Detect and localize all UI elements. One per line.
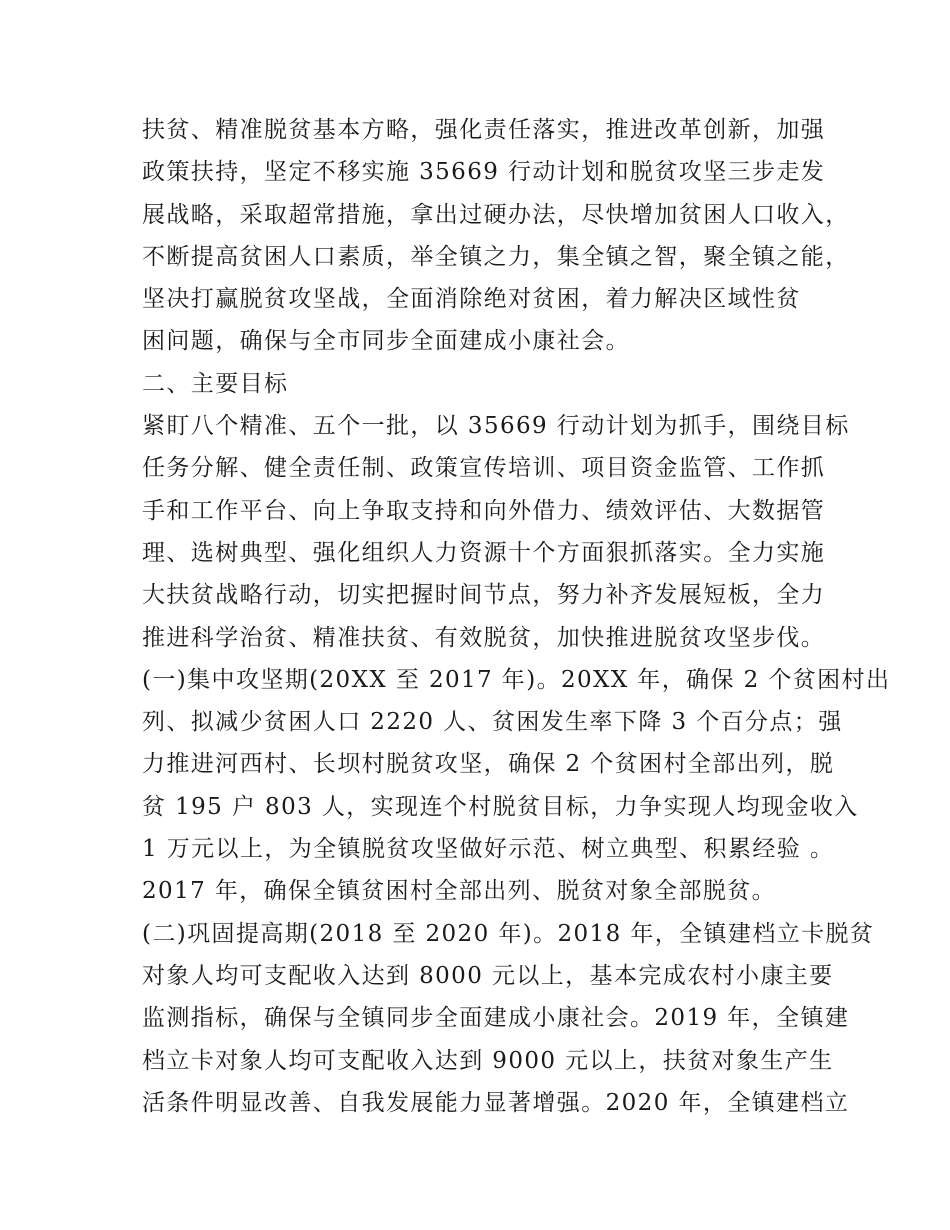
- text-line: 不断提高贫困人口素质，举全镇之力，集全镇之智，聚全镇之能，: [142, 243, 850, 270]
- text-line: 档立卡对象人均可支配收入达到 9000 元以上，扶贫对象生产生: [142, 1047, 834, 1074]
- text-line: 理、选树典型、强化组织人力资源十个方面狠抓落实。全力实施: [142, 539, 826, 566]
- text-line: 2017 年，确保全镇贫困村全部出列、脱贫对象全部脱贫。: [142, 878, 777, 905]
- text-line: 大扶贫战略行动，切实把握时间节点，努力补齐发展短板，全力: [142, 582, 826, 609]
- text-line: 对象人均可支配收入达到 8000 元以上，基本完成农村小康主要: [142, 962, 834, 989]
- text-line: 活条件明显改善、自我发展能力显著增强。2020 年，全镇建档立: [142, 1089, 850, 1116]
- text-line: 政策扶持，坚定不移实施 35669 行动计划和脱贫攻坚三步走发: [142, 159, 826, 186]
- text-line: 1 万元以上，为全镇脱贫攻坚做好示范、树立典型、积累经验 。: [142, 836, 835, 863]
- document-body: [142, 109, 891, 1124]
- text-line: (二)巩固提高期(2018 至 2020 年)。2018 年，全镇建档立卡脱贫: [142, 920, 875, 947]
- text-line: 紧盯八个精准、五个一批，以 35669 行动计划为抓手，围绕目标: [142, 413, 850, 440]
- text-line: 扶贫、精准脱贫基本方略，强化责任落实，推进改革创新，加强: [142, 117, 826, 143]
- text-line: 推进科学治贫、精准扶贫、有效脱贫，加快推进脱贫攻坚步伐。: [142, 624, 826, 651]
- text-line: 手和工作平台、向上争取支持和向外借力、绩效评估、大数据管: [142, 497, 826, 524]
- text-line: 任务分解、健全责任制、政策宣传培训、项目资金监管、工作抓: [142, 455, 826, 482]
- section-heading: 二、主要目标: [142, 370, 289, 397]
- text-line: 展战略，采取超常措施，拿出过硬办法，尽快增加贫困人口收入，: [142, 201, 850, 228]
- text-line: (一)集中攻坚期(20XX 至 2017 年)。20XX 年，确保 2 个贫困村出: [142, 666, 891, 693]
- text-line: 力推进河西村、长坝村脱贫攻坚，确保 2 个贫困村全部出列，脱: [142, 751, 835, 778]
- text-line: 贫 195 户 803 人，实现连个村脱贫目标，力争实现人均现金收入: [142, 793, 859, 820]
- text-line: 困问题，确保与全市同步全面建成小康社会。: [142, 328, 630, 355]
- text-line: 监测指标，确保与全镇同步全面建成小康社会。2019 年，全镇建: [142, 1005, 850, 1032]
- text-line: 坚决打赢脱贫攻坚战，全面消除绝对贫困，着力解决区域性贫: [142, 286, 801, 313]
- text-line: 列、拟减少贫困人口 2220 人、贫困发生率下降 3 个百分点；强: [142, 709, 843, 736]
